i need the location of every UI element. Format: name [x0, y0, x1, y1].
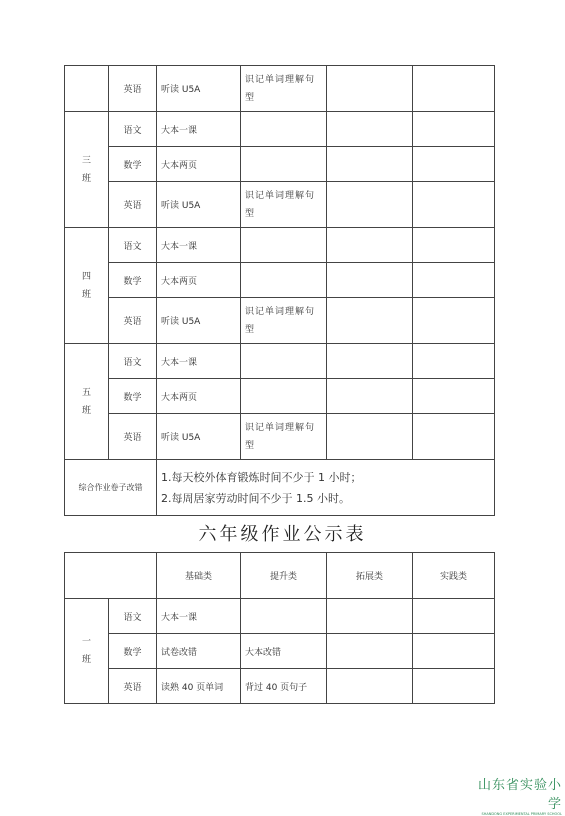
- basic-cell: 听读 U5A: [157, 414, 241, 460]
- table-row: [65, 112, 495, 147]
- homework-table-upper: [64, 65, 495, 516]
- table-row: [65, 669, 495, 704]
- summary-label: 综合作业卷子改错: [65, 460, 157, 516]
- class-label-4: [65, 228, 109, 344]
- practice-cell: [413, 414, 495, 460]
- advanced-cell: [241, 112, 327, 147]
- advanced-cell: [241, 263, 327, 298]
- practice-cell: [413, 147, 495, 182]
- practice-cell: [413, 182, 495, 228]
- extension-cell: [327, 147, 413, 182]
- class-label-1: [65, 599, 109, 704]
- class-label-text: 五班: [81, 387, 91, 416]
- logo-name-cn: 山东省实验小学: [477, 778, 562, 812]
- basic-cell: 大本一课: [157, 112, 241, 147]
- basic-cell: 大本一课: [157, 344, 241, 379]
- basic-cell: 大本两页: [157, 147, 241, 182]
- table-row: [65, 182, 495, 228]
- basic-cell: 听读 U5A: [157, 182, 241, 228]
- homework-table-grade6: [64, 552, 495, 704]
- advanced-cell: 识记单词理解句型: [241, 66, 327, 112]
- subject-cell: 数学: [109, 263, 157, 298]
- subject-cell: 语文: [109, 228, 157, 263]
- extension-cell: [327, 669, 413, 704]
- extension-cell: [327, 599, 413, 634]
- advanced-cell: [241, 379, 327, 414]
- subject-cell: 英语: [109, 414, 157, 460]
- table-row: [65, 263, 495, 298]
- table-row: [65, 599, 495, 634]
- extension-cell: [327, 298, 413, 344]
- practice-cell: [413, 263, 495, 298]
- extension-cell: [327, 112, 413, 147]
- class-label-text: 四班: [81, 271, 91, 300]
- practice-cell: [413, 344, 495, 379]
- header-extension: 拓展类: [327, 553, 413, 599]
- subject-cell: 语文: [109, 344, 157, 379]
- page-title: 六年级作业公示表: [198, 524, 367, 545]
- table-row: [65, 634, 495, 669]
- subject-cell: 英语: [109, 669, 157, 704]
- practice-cell: [413, 66, 495, 112]
- basic-cell: 试卷改错: [157, 634, 241, 669]
- practice-cell: [413, 634, 495, 669]
- summary-notes: [157, 460, 495, 516]
- logo-name-en: SHANDONG EXPERIMENTAL PRIMARY SCHOOL: [481, 812, 562, 816]
- table-row: [65, 344, 495, 379]
- extension-cell: [327, 379, 413, 414]
- table-row: [65, 228, 495, 263]
- practice-cell: [413, 669, 495, 704]
- advanced-cell: [241, 147, 327, 182]
- subject-cell: 语文: [109, 599, 157, 634]
- corner-cell: [65, 553, 157, 599]
- basic-cell: 听读 U5A: [157, 298, 241, 344]
- class-cell: [65, 66, 109, 112]
- class-label-text: 三班: [81, 155, 91, 184]
- note-line: 2.每周居家劳动时间不少于 1.5 小时。: [161, 491, 350, 505]
- table-row: [65, 298, 495, 344]
- advanced-cell: 大本改错: [241, 634, 327, 669]
- advanced-cell: [241, 344, 327, 379]
- advanced-cell: 识记单词理解句型: [241, 298, 327, 344]
- header-practice: 实践类: [413, 553, 495, 599]
- practice-cell: [413, 379, 495, 414]
- header-basic: 基础类: [157, 553, 241, 599]
- subject-cell: 英语: [109, 182, 157, 228]
- advanced-cell: 背过 40 页句子: [241, 669, 327, 704]
- practice-cell: [413, 228, 495, 263]
- practice-cell: [413, 112, 495, 147]
- advanced-cell: 识记单词理解句型: [241, 182, 327, 228]
- subject-cell: 数学: [109, 147, 157, 182]
- advanced-cell: [241, 228, 327, 263]
- basic-cell: 大本一课: [157, 599, 241, 634]
- practice-cell: [413, 599, 495, 634]
- extension-cell: [327, 634, 413, 669]
- table-row: [65, 66, 495, 112]
- subject-cell: 英语: [109, 298, 157, 344]
- extension-cell: [327, 182, 413, 228]
- extension-cell: [327, 344, 413, 379]
- basic-cell: 听读 U5A: [157, 66, 241, 112]
- note-line: 1.每天校外体育锻炼时间不少于 1 小时；: [161, 470, 362, 484]
- basic-cell: 大本一课: [157, 228, 241, 263]
- class-label-3: [65, 112, 109, 228]
- class-label-5: [65, 344, 109, 460]
- advanced-cell: [241, 599, 327, 634]
- table-row: [65, 414, 495, 460]
- extension-cell: [327, 263, 413, 298]
- subject-cell: 数学: [109, 634, 157, 669]
- practice-cell: [413, 298, 495, 344]
- school-logo: [470, 774, 562, 816]
- table-row: [65, 460, 495, 516]
- subject-cell: 英语: [109, 66, 157, 112]
- table-row: [65, 379, 495, 414]
- extension-cell: [327, 66, 413, 112]
- header-row: [65, 553, 495, 599]
- basic-cell: 大本两页: [157, 379, 241, 414]
- table-row: [65, 147, 495, 182]
- extension-cell: [327, 414, 413, 460]
- advanced-cell: 识记单词理解句型: [241, 414, 327, 460]
- extension-cell: [327, 228, 413, 263]
- basic-cell: 读熟 40 页单词: [157, 669, 241, 704]
- subject-cell: 数学: [109, 379, 157, 414]
- basic-cell: 大本两页: [157, 263, 241, 298]
- header-advanced: 提升类: [241, 553, 327, 599]
- subject-cell: 语文: [109, 112, 157, 147]
- class-label-text: 一班: [81, 637, 91, 665]
